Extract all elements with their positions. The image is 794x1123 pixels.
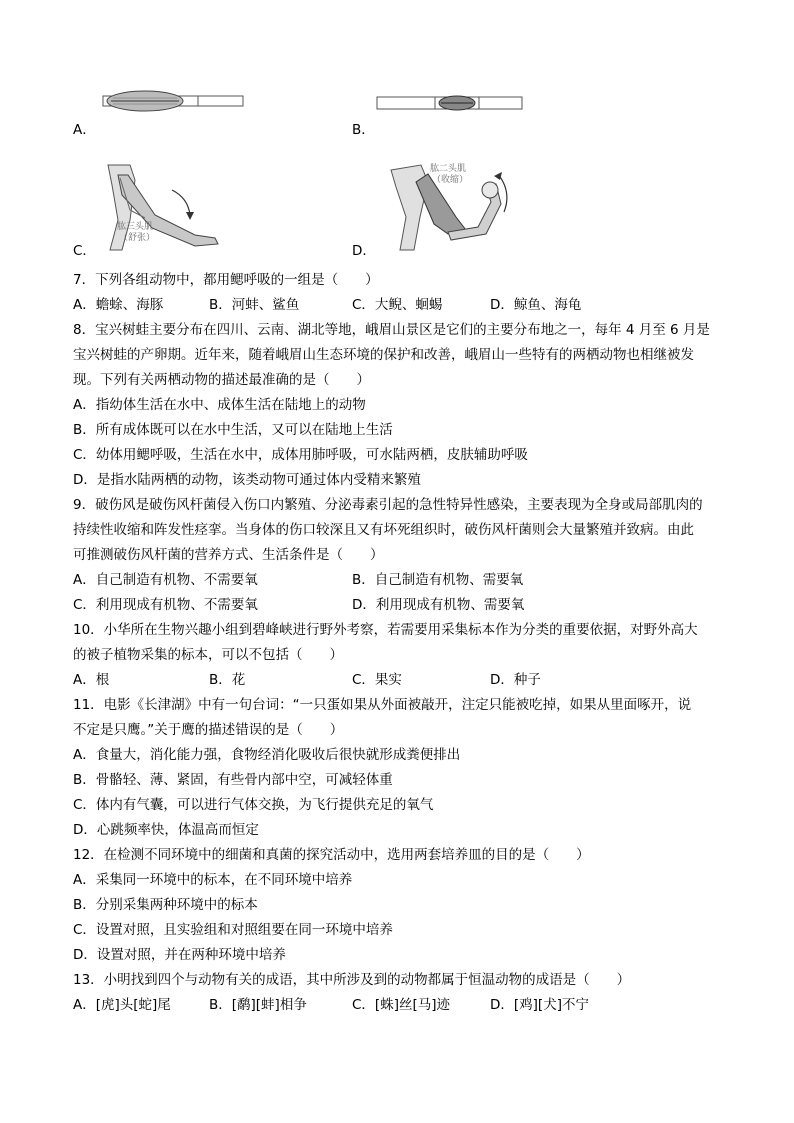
question-stem: 11．电影《长津湖》中有一句台词：“一只蛋如果从外面被敲开，注定只能被吃掉，如果从里面啄开，说 [73,697,692,713]
option-d: D．是指水陆两栖的动物，该类动物可通过体内受精来繁殖 [73,472,421,488]
option-c-label: C． [73,243,96,259]
question-stem: 持续性收缩和阵发性痉挛。当身体的伤口较深且又有坏死组织时，破伤风杆菌则会大量繁殖并致病。由此 [73,522,694,538]
option-b: B．自己制造有机物、需要氧 [352,572,524,588]
option-a: A．食量大，消化能力强，食物经消化吸收后很快就形成粪便排出 [73,747,461,763]
question-stem: 可推测破伤风杆菌的营养方式、生活条件是（ ） [73,547,384,563]
option-c: C．大鲵、蛔蜴 [352,297,443,313]
option-b: B．河蚌、鲨鱼 [209,297,300,313]
option-b: B．[鹬][蚌]相争 [209,997,307,1013]
option-c: C．体内有气囊，可以进行气体交换，为飞行提供充足的氧气 [73,797,434,813]
biceps-state-caption: （收缩） [432,175,469,185]
question-stem: 7．下列各组动物中，都用鳃呼吸的一组是（ ） [73,272,379,288]
question-stem: 宝兴树蛙的产卵期。近年来，随着峨眉山生态环境的保护和改善，峨眉山一些特有的两栖动物也相继被发 [73,347,694,363]
question-stem: 13．小明找到四个与动物有关的成语，其中所涉及到的动物都属于恒温动物的成语是（ ） [73,972,631,988]
option-d: D．利用现成有机物、需要氧 [352,597,525,613]
option-b: B．分别采集两种环境中的标本 [73,897,258,913]
question-stem: 现。下列有关两栖动物的描述最准确的是（ ） [73,372,370,388]
option-c: C．设置对照，且实验组和对照组要在同一环境中培养 [73,922,393,938]
option-d: D．设置对照，并在两种环境中培养 [73,947,286,963]
option-c: C．幼体用鳃呼吸，生活在水中，成体用肺呼吸，可水陆两栖，皮肤辅助呼吸 [73,447,528,463]
option-b: B．花 [209,672,246,688]
question-stem: 的被子植物采集的标本，可以不包括（ ） [73,647,343,663]
question-stem: 10．小华所在生物兴趣小组到碧峰峡进行野外考察，若需要用采集标本作为分类的重要依据，对野外高大 [73,622,698,638]
option-d: D．心跳频率快，体温高而恒定 [73,822,259,838]
muscle-diagram-a [103,82,253,122]
option-a: A．[虎]头[蛇]尾 [73,997,171,1013]
option-b-label: B． [352,122,375,138]
question-stem: 不定是只鹰。”关于鹰的描述错误的是（ ） [73,722,344,738]
question-stem: 8．宝兴树蛙主要分布在四川、云南、湖北等地，峨眉山景区是它们的主要分布地之一，每年 4 月至 6 月是 [73,322,710,338]
option-a: A．根 [73,672,110,688]
option-b: B．所有成体既可以在水中生活，又可以在陆地上生活 [73,422,393,438]
triceps-caption: 肱三头肌 [117,222,154,232]
option-b: B．骨骼轻、薄、紧固，有些骨内部中空，可减轻体重 [73,772,393,788]
option-c: C．[蛛]丝[马]迹 [352,997,450,1013]
option-d: D．种子 [490,672,541,688]
option-a-label: A． [73,122,96,138]
option-a: A．蟾蜍、海豚 [73,297,164,313]
option-d: D．鲸鱼、海龟 [490,297,582,313]
option-d-label: D． [352,243,376,259]
question-stem: 9．破伤风是破伤风杆菌侵入伤口内繁殖、分泌毒素引起的急性特异性感染，主要表现为全身或局部肌肉的 [73,497,703,513]
muscle-diagram-b [377,88,527,128]
option-a: A．采集同一环境中的标本，在不同环境中培养 [73,872,353,888]
triceps-state-caption: （舒张） [119,233,156,243]
question-stem: 12．在检测不同环境中的细菌和真菌的探究活动中，选用两套培养皿的目的是（ ） [73,847,590,863]
option-d: D．[鸡][犬]不宁 [490,997,589,1013]
option-c: C．利用现成有机物、不需要氧 [73,597,258,613]
option-c: C．果实 [352,672,402,688]
option-a: A．自己制造有机物、不需要氧 [73,572,258,588]
option-a: A．指幼体生活在水中、成体生活在陆地上的动物 [73,397,366,413]
biceps-caption: 肱二头肌 [430,164,467,174]
